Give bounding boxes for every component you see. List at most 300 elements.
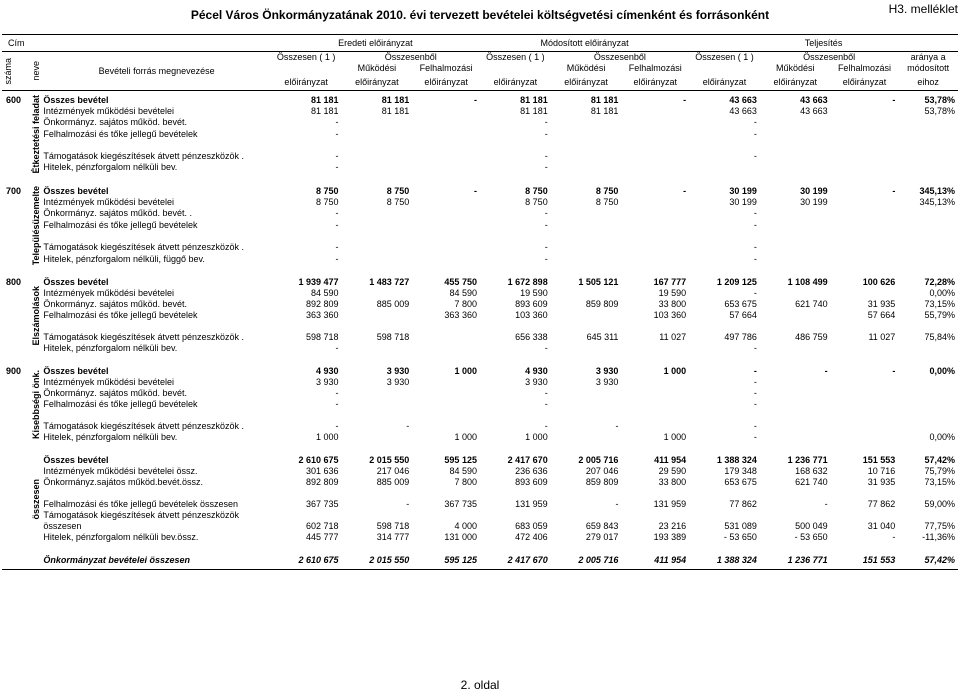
row-value: 57 664	[729, 309, 757, 320]
row-value: 53,78%	[924, 106, 955, 117]
row-value: 531 089	[724, 520, 757, 531]
row-value	[831, 106, 899, 117]
row-value	[831, 343, 899, 354]
row-value: 84 590	[449, 465, 477, 476]
row-value: 77 862	[867, 498, 896, 509]
header-eloirany: előirányzat	[773, 76, 817, 87]
header-mukodesi: Működési	[357, 63, 397, 73]
row-value: -	[335, 128, 339, 139]
row-value: -	[892, 185, 896, 196]
row-value: 1 000	[316, 431, 339, 442]
row-value: 4 930	[316, 365, 339, 376]
row-value: 57,42%	[924, 454, 955, 465]
row-value: 455 750	[444, 276, 477, 287]
grand-total-row	[2, 555, 958, 570]
row-value: 72,28%	[924, 276, 955, 287]
row-label	[42, 231, 270, 242]
row-value: 151 553	[862, 454, 896, 465]
row-value: 59,00%	[924, 498, 955, 509]
row-label: Hitelek, pénzforgalom nélküli bev.össz.	[43, 531, 199, 542]
row-value	[831, 197, 899, 208]
table-row	[2, 532, 958, 543]
row-value	[271, 410, 342, 421]
header-eloirany: előirányzat	[564, 76, 608, 87]
row-value: 207 046	[585, 465, 619, 476]
row-label: Önkormányz. sajátos működ. bevét.	[43, 117, 187, 128]
row-value: -	[544, 420, 548, 431]
row-value	[898, 510, 958, 521]
row-value: 103 360	[515, 309, 548, 320]
row-value: 656 338	[515, 331, 548, 342]
table-row	[2, 332, 958, 343]
row-value: 8 750	[316, 185, 339, 196]
row-value: 11 027	[868, 331, 896, 342]
row-value	[551, 343, 622, 354]
row-value	[898, 388, 958, 399]
row-label: Hitelek, pénzforgalom nélküli bev.	[43, 162, 178, 173]
row-value	[412, 410, 480, 421]
row-label: Támogatások kiegészítések átvett pénzeszközök .	[43, 331, 245, 342]
row-value	[412, 242, 480, 253]
row-value: 75,84%	[924, 331, 955, 342]
row-value: 363 360	[305, 309, 339, 320]
row-value	[621, 140, 689, 151]
row-value: -	[335, 420, 339, 431]
header-eloirany: előirányzat	[355, 76, 399, 87]
row-value: 43 663	[800, 106, 828, 117]
header-eloirany: előirányzat	[702, 76, 747, 87]
row-value: -	[824, 365, 828, 376]
row-value	[621, 197, 689, 208]
row-label: összesen	[43, 520, 82, 531]
row-label: Önkormányz.sajátos működ.bevét.össz.	[43, 476, 203, 487]
row-label: Önkormányz. sajátos működ. bevét.	[43, 298, 187, 309]
header-osszesenbol-teljesites: Összesenből	[803, 52, 856, 62]
row-value: -	[753, 208, 757, 219]
row-value	[831, 388, 899, 399]
row-value: 653 675	[724, 298, 757, 309]
row-value: 131 959	[653, 498, 687, 509]
row-value	[621, 242, 689, 253]
row-value	[271, 140, 342, 151]
row-value	[551, 288, 622, 299]
row-value	[412, 220, 480, 231]
header-neve: neve	[31, 61, 42, 81]
row-value	[689, 140, 760, 151]
row-label: Összes bevétel	[43, 95, 109, 105]
row-value: 43 663	[729, 106, 757, 117]
row-value: -	[544, 208, 548, 219]
header-osszesenbol-modositott: Összesenből	[593, 52, 646, 62]
row-value: -	[335, 162, 339, 173]
row-value: 3 930	[386, 365, 410, 376]
row-value	[898, 421, 958, 432]
row-label: Összes bevétel	[43, 276, 109, 287]
header-eloirany: előirányzat	[493, 76, 538, 87]
row-value: 683 059	[515, 520, 548, 531]
grand-total-value: 1 388 324	[716, 554, 757, 565]
row-value	[760, 242, 831, 253]
row-value: 345,13%	[919, 185, 955, 196]
row-value	[760, 343, 831, 354]
row-value	[551, 220, 622, 231]
row-value	[551, 432, 622, 443]
row-value: 363 360	[444, 309, 477, 320]
row-value	[621, 377, 689, 388]
row-value: 81 181	[381, 106, 410, 117]
row-value: 0,00%	[929, 431, 955, 442]
row-value	[831, 208, 899, 219]
row-value: 1 000	[663, 365, 687, 376]
row-value	[271, 510, 342, 521]
header-eloirany: előirányzat	[424, 76, 468, 87]
table-row	[2, 310, 958, 321]
section-name: Étkeztetési feladat	[31, 95, 42, 174]
row-value	[898, 254, 958, 265]
grand-total-value: 2 015 550	[369, 554, 410, 565]
header-osszesenbol-eredeti: Összesenből	[384, 52, 437, 62]
row-value: 2 610 675	[298, 454, 339, 465]
row-value: 472 406	[515, 531, 548, 542]
grand-total-value: 411 954	[654, 554, 687, 565]
row-value: -	[753, 342, 757, 353]
row-value: 314 777	[376, 531, 410, 542]
row-label: Felhalmozási és tőke jellegű bevételek	[43, 398, 198, 409]
row-value	[760, 231, 831, 242]
table-header	[2, 35, 958, 91]
row-value	[760, 288, 831, 299]
table-row	[2, 242, 958, 253]
row-value: 29 590	[658, 465, 687, 476]
table-row	[2, 254, 958, 265]
header-source-name: Bevételi forrás megnevezése	[42, 52, 270, 91]
table-row	[2, 220, 958, 231]
row-value: -	[544, 219, 548, 230]
row-value	[412, 377, 480, 388]
row-value: 893 609	[515, 476, 548, 487]
row-value: -	[335, 342, 339, 353]
row-value: 23 216	[658, 520, 687, 531]
row-value: 73,15%	[924, 476, 955, 487]
row-value: 84 590	[449, 287, 477, 298]
table-row	[2, 106, 958, 117]
row-value: 131 959	[515, 498, 548, 509]
row-value: 100 626	[862, 276, 896, 287]
row-value	[342, 231, 413, 242]
row-value: 31 935	[867, 476, 896, 487]
row-value	[831, 140, 899, 151]
row-value	[760, 510, 831, 521]
row-value	[551, 321, 622, 332]
row-value: -	[335, 398, 339, 409]
row-value	[551, 208, 622, 219]
row-value: 4 000	[454, 520, 477, 531]
row-value	[760, 129, 831, 140]
row-value	[760, 220, 831, 231]
row-value: -	[406, 498, 410, 509]
row-value: -	[753, 253, 757, 264]
row-value: 11 027	[659, 331, 687, 342]
row-value	[551, 129, 622, 140]
row-value	[689, 231, 760, 242]
row-label: Felhalmozási és tőke jellegű bevételek	[43, 309, 198, 320]
row-value: 8 750	[386, 196, 410, 207]
row-label: Intézmények működési bevételei	[43, 196, 174, 207]
row-value	[621, 321, 689, 332]
row-value	[760, 162, 831, 173]
table-row	[2, 197, 958, 208]
header-teljesites: Teljesítés	[804, 37, 843, 48]
row-value	[551, 310, 622, 321]
row-value	[342, 288, 413, 299]
row-value: 411 954	[654, 454, 687, 465]
row-value: 279 017	[585, 531, 619, 542]
row-value: -	[683, 185, 687, 196]
table-row	[2, 477, 958, 488]
row-value: 500 049	[795, 520, 828, 531]
row-value: -	[473, 185, 477, 196]
row-value: 486 759	[795, 331, 828, 342]
row-value: -	[753, 128, 757, 139]
row-value: 81 181	[520, 106, 548, 117]
row-value	[760, 151, 831, 162]
row-value: -	[753, 398, 757, 409]
row-value	[342, 432, 413, 443]
header-cim: Cím	[8, 37, 25, 48]
section-total-row	[2, 455, 958, 466]
row-value	[551, 388, 622, 399]
row-value	[898, 140, 958, 151]
row-value	[760, 254, 831, 265]
row-value	[831, 254, 899, 265]
row-label: Intézmények működési bevételei	[43, 287, 174, 298]
row-value: 598 718	[376, 520, 410, 531]
row-value	[898, 162, 958, 173]
row-value	[831, 151, 899, 162]
row-value: -11,36%	[922, 531, 955, 542]
row-value: -	[683, 95, 687, 105]
header-eloirany: előirányzat	[284, 76, 328, 87]
row-value	[412, 388, 480, 399]
row-value	[831, 410, 899, 421]
row-value	[831, 288, 899, 299]
row-value	[898, 488, 958, 499]
row-value	[551, 242, 622, 253]
row-value: 3 930	[525, 376, 548, 387]
row-value	[412, 421, 480, 432]
row-value: 77,75%	[924, 520, 955, 531]
row-value: 167 777	[653, 276, 687, 287]
grand-total-value: 595 125	[444, 554, 477, 565]
row-value: -	[892, 531, 896, 542]
row-value: -	[753, 420, 757, 431]
row-value: 1 000	[663, 431, 687, 442]
row-value: -	[335, 242, 339, 253]
row-value	[480, 231, 551, 242]
grand-total-value: 151 553	[862, 554, 896, 565]
row-value: -	[544, 128, 548, 139]
row-value: 621 740	[795, 298, 828, 309]
row-value	[342, 388, 413, 399]
row-value	[342, 208, 413, 219]
row-value: 19 590	[658, 287, 687, 298]
row-value: 31 935	[867, 298, 896, 309]
row-value	[621, 129, 689, 140]
row-value: 653 675	[724, 476, 757, 487]
row-value: 103 360	[653, 309, 687, 320]
row-value: 73,15%	[924, 298, 955, 309]
row-value	[621, 343, 689, 354]
row-value	[689, 410, 760, 421]
row-value	[621, 208, 689, 219]
row-value	[898, 242, 958, 253]
row-value	[342, 129, 413, 140]
section-code: 900	[6, 365, 22, 376]
table-row	[2, 231, 958, 242]
row-value	[621, 421, 689, 432]
row-value: 81 181	[520, 95, 548, 105]
row-value: 7 800	[454, 476, 477, 487]
row-value: 602 718	[305, 520, 339, 531]
row-value: -	[753, 151, 757, 162]
table-row	[2, 162, 958, 173]
row-value	[412, 151, 480, 162]
section-code	[2, 455, 30, 543]
row-label: Intézmények működési bevételei	[43, 376, 174, 387]
section-name: Településüzemelte	[31, 185, 42, 265]
row-value: 131 000	[444, 531, 477, 542]
row-value	[342, 254, 413, 265]
row-value	[412, 106, 480, 117]
row-value: 8 750	[525, 185, 548, 196]
section-total-row	[2, 366, 958, 377]
row-value: 8 750	[525, 196, 548, 207]
row-value: -	[335, 387, 339, 398]
row-value	[760, 377, 831, 388]
row-value	[342, 242, 413, 253]
row-value: 2 005 716	[578, 454, 619, 465]
row-value	[480, 410, 551, 421]
row-value: 885 009	[376, 476, 410, 487]
row-value	[271, 321, 342, 332]
row-value	[898, 208, 958, 219]
row-value	[342, 321, 413, 332]
table-row	[2, 421, 958, 432]
row-value: 301 636	[305, 465, 339, 476]
section-code: 600	[6, 95, 22, 105]
row-value	[689, 162, 760, 173]
row-value	[412, 510, 480, 521]
row-value: -	[335, 219, 339, 230]
row-value	[551, 254, 622, 265]
row-value	[898, 399, 958, 410]
row-value: -	[544, 387, 548, 398]
row-value: 598 718	[305, 331, 339, 342]
row-value: 10 716	[867, 465, 896, 476]
table-row	[2, 466, 958, 477]
row-value: -	[335, 253, 339, 264]
row-value	[760, 432, 831, 443]
header-eredeti: Eredeti előirányzat	[338, 37, 413, 48]
row-value: 81 181	[311, 95, 339, 105]
row-value	[831, 421, 899, 432]
row-value	[760, 399, 831, 410]
row-value: 621 740	[795, 476, 828, 487]
row-value	[551, 410, 622, 421]
row-value	[621, 117, 689, 128]
row-value	[551, 140, 622, 151]
row-value: 1 483 727	[369, 276, 410, 287]
row-value: 659 843	[585, 520, 619, 531]
row-value	[412, 254, 480, 265]
row-value	[621, 106, 689, 117]
row-value: 892 809	[305, 298, 339, 309]
grand-total-value: 1 236 771	[787, 554, 828, 565]
row-value: 859 809	[585, 476, 619, 487]
table-row	[2, 377, 958, 388]
table-row	[2, 151, 958, 162]
row-value	[480, 140, 551, 151]
row-value	[689, 321, 760, 332]
row-value: 0,00%	[929, 365, 955, 376]
row-value	[898, 231, 958, 242]
header-felhalmozasi: Felhalmozási	[419, 63, 473, 73]
row-value: -	[406, 420, 410, 431]
row-label: Felhalmozási és tőke jellegű bevételek összesen	[43, 498, 239, 509]
row-label: Támogatások kiegészítések átvett pénzeszközök .	[43, 242, 245, 253]
row-value	[831, 129, 899, 140]
row-value: 33 800	[658, 298, 687, 309]
table-row	[2, 432, 958, 443]
row-value	[551, 117, 622, 128]
table-row	[2, 117, 958, 128]
grand-total-value: 57,42%	[924, 554, 955, 565]
row-value	[480, 488, 551, 499]
row-value	[621, 388, 689, 399]
row-value	[621, 220, 689, 231]
row-label: Összes bevétel	[43, 454, 109, 465]
header-osszesen-eredeti: Összesen ( 1 )	[276, 52, 336, 62]
row-value	[760, 421, 831, 432]
row-value	[412, 197, 480, 208]
row-value	[898, 377, 958, 388]
row-value: 8 750	[386, 185, 410, 196]
row-value: 367 735	[305, 498, 339, 509]
section-name: összesen	[31, 478, 42, 520]
row-value: 75,79%	[924, 465, 955, 476]
row-value	[342, 220, 413, 231]
header-aranya: aránya a	[910, 52, 946, 62]
section-total-row	[2, 95, 958, 106]
row-label: Összes bevétel	[43, 185, 109, 196]
row-value	[898, 343, 958, 354]
row-value: 497 786	[724, 331, 757, 342]
row-value: 19 590	[520, 287, 548, 298]
row-value	[551, 162, 622, 173]
row-value	[621, 410, 689, 421]
row-value	[412, 321, 480, 332]
row-value	[342, 310, 413, 321]
table-row	[2, 488, 958, 499]
row-value	[831, 321, 899, 332]
row-value	[551, 510, 622, 521]
grand-total-value: 2 417 670	[507, 554, 548, 565]
section-name: Kisebbségi önk.	[31, 369, 42, 439]
row-label: Hitelek, pénzforgalom nélküli bev.	[43, 431, 178, 442]
row-value	[760, 388, 831, 399]
row-value: 81 181	[311, 106, 339, 117]
row-value: 53,78%	[924, 95, 955, 105]
